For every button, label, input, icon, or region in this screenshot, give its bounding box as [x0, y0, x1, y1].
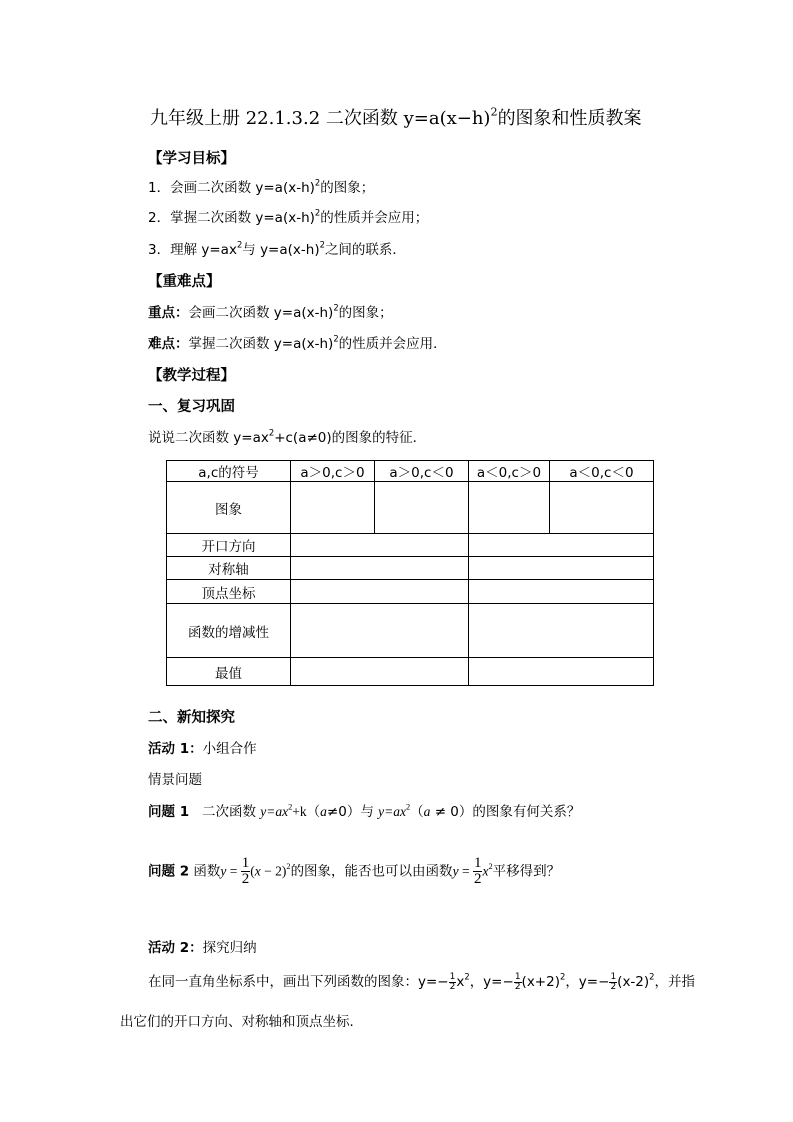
keypoint-difficult: 难点：掌握二次函数 $y=a(x-h)^2$的性质并会应用．	[148, 333, 447, 352]
table-cell	[469, 658, 654, 686]
keypoint-important: 重点：会画二次函数 $y=a(x-h)^2$的图象；	[148, 302, 393, 321]
activity-2: 活动 2：探究归纳	[148, 940, 257, 956]
table-row	[167, 580, 654, 604]
table-row	[167, 482, 654, 534]
explore-heading: 二、新知探究	[148, 710, 235, 726]
table-cell	[469, 534, 654, 557]
question-2: 问题 2 函数y = $\frac{1}{2}$ $(x - 2)^2$的图象，能否也可以由函数y = $\frac{1}{2}$ $x^2$平移得到？	[148, 855, 561, 887]
table-row-label: 最值	[167, 658, 291, 686]
table-row	[167, 534, 654, 557]
table-row-label: 对称轴	[167, 557, 291, 580]
question-1: 问题 1 二次函数 $y=ax^2+k(a\ne 0)$与 $y=ax^2(a \ne 0)$的图象有何关系？	[148, 802, 581, 820]
table-cell	[291, 557, 469, 580]
table-header-cell: a＞0,c＜0	[375, 461, 469, 482]
fraction-half: $\frac{1}{2}$	[514, 971, 521, 992]
table-cell	[291, 482, 375, 534]
table-cell	[550, 482, 654, 534]
goal-item-3: 3．理解 $y=ax^2$与 $y=a(x-h)^2$之间的联系．	[148, 239, 406, 258]
fraction-half: $\frac{1}{2}$	[610, 971, 617, 992]
table-row-label: 开口方向	[167, 534, 291, 557]
table-header-cell: a＜0,c＞0	[469, 461, 550, 482]
table-cell	[291, 604, 469, 658]
section-teaching-process: 【教学过程】	[148, 368, 235, 384]
review-heading: 一、复习巩固	[148, 399, 235, 415]
fraction-half: $\frac{1}{2}$	[473, 855, 482, 887]
fraction-half: $\frac{1}{2}$	[241, 855, 250, 887]
fraction-half: $\frac{1}{2}$	[449, 971, 456, 992]
table-cell	[469, 482, 550, 534]
table-row	[167, 557, 654, 580]
section-learning-goals: 【学习目标】	[148, 151, 235, 167]
table-row-label: 顶点坐标	[167, 580, 291, 604]
activity-2-paragraph-line-2: 出它们的开口方向、对称轴和顶点坐标．	[120, 1014, 363, 1030]
scenario-label: 情景问题	[148, 772, 202, 788]
table-header-cell: a＜0,c＜0	[550, 461, 654, 482]
table-cell	[469, 580, 654, 604]
table-cell	[291, 534, 469, 557]
table-header-cell: a＞0,c＞0	[291, 461, 375, 482]
table-row-label: 图象	[167, 482, 291, 534]
table-cell	[291, 658, 469, 686]
page-title: 九年级上册 22.1.3.2 二次函数 $y=a(x-h)^2$的图象和性质教案	[150, 105, 642, 129]
table-row-label: 函数的增减性	[167, 604, 291, 658]
table-row	[167, 604, 654, 658]
activity-1: 活动 1：小组合作	[148, 741, 257, 757]
review-intro: 说说二次函数 $y=ax^2+c(a\ne 0)$的图象的特征．	[148, 427, 427, 446]
goal-item-2: 2．掌握二次函数 $y=a(x-h)^2$的性质并会应用；	[148, 207, 429, 226]
table-cell	[375, 482, 469, 534]
activity-2-paragraph-line-1: 在同一直角坐标系中，画出下列函数的图象：y=− $\frac{1}{2}$ $x^2$，y=− $\frac{1}{2}$ $(x+2)^2$，y=− $\frac{1}{2}$ $(x-2)^2$，并指	[148, 971, 695, 992]
section-key-points: 【重难点】	[148, 274, 221, 290]
table-row	[167, 658, 654, 686]
table-cell	[469, 557, 654, 580]
table-header-row	[167, 461, 654, 482]
table-cell	[291, 580, 469, 604]
table-cell	[469, 604, 654, 658]
goal-item-1: 1．会画二次函数 $y=a(x-h)^2$的图象；	[148, 177, 375, 196]
table-header-cell: a,c的符号	[167, 461, 291, 482]
review-table	[166, 460, 654, 686]
